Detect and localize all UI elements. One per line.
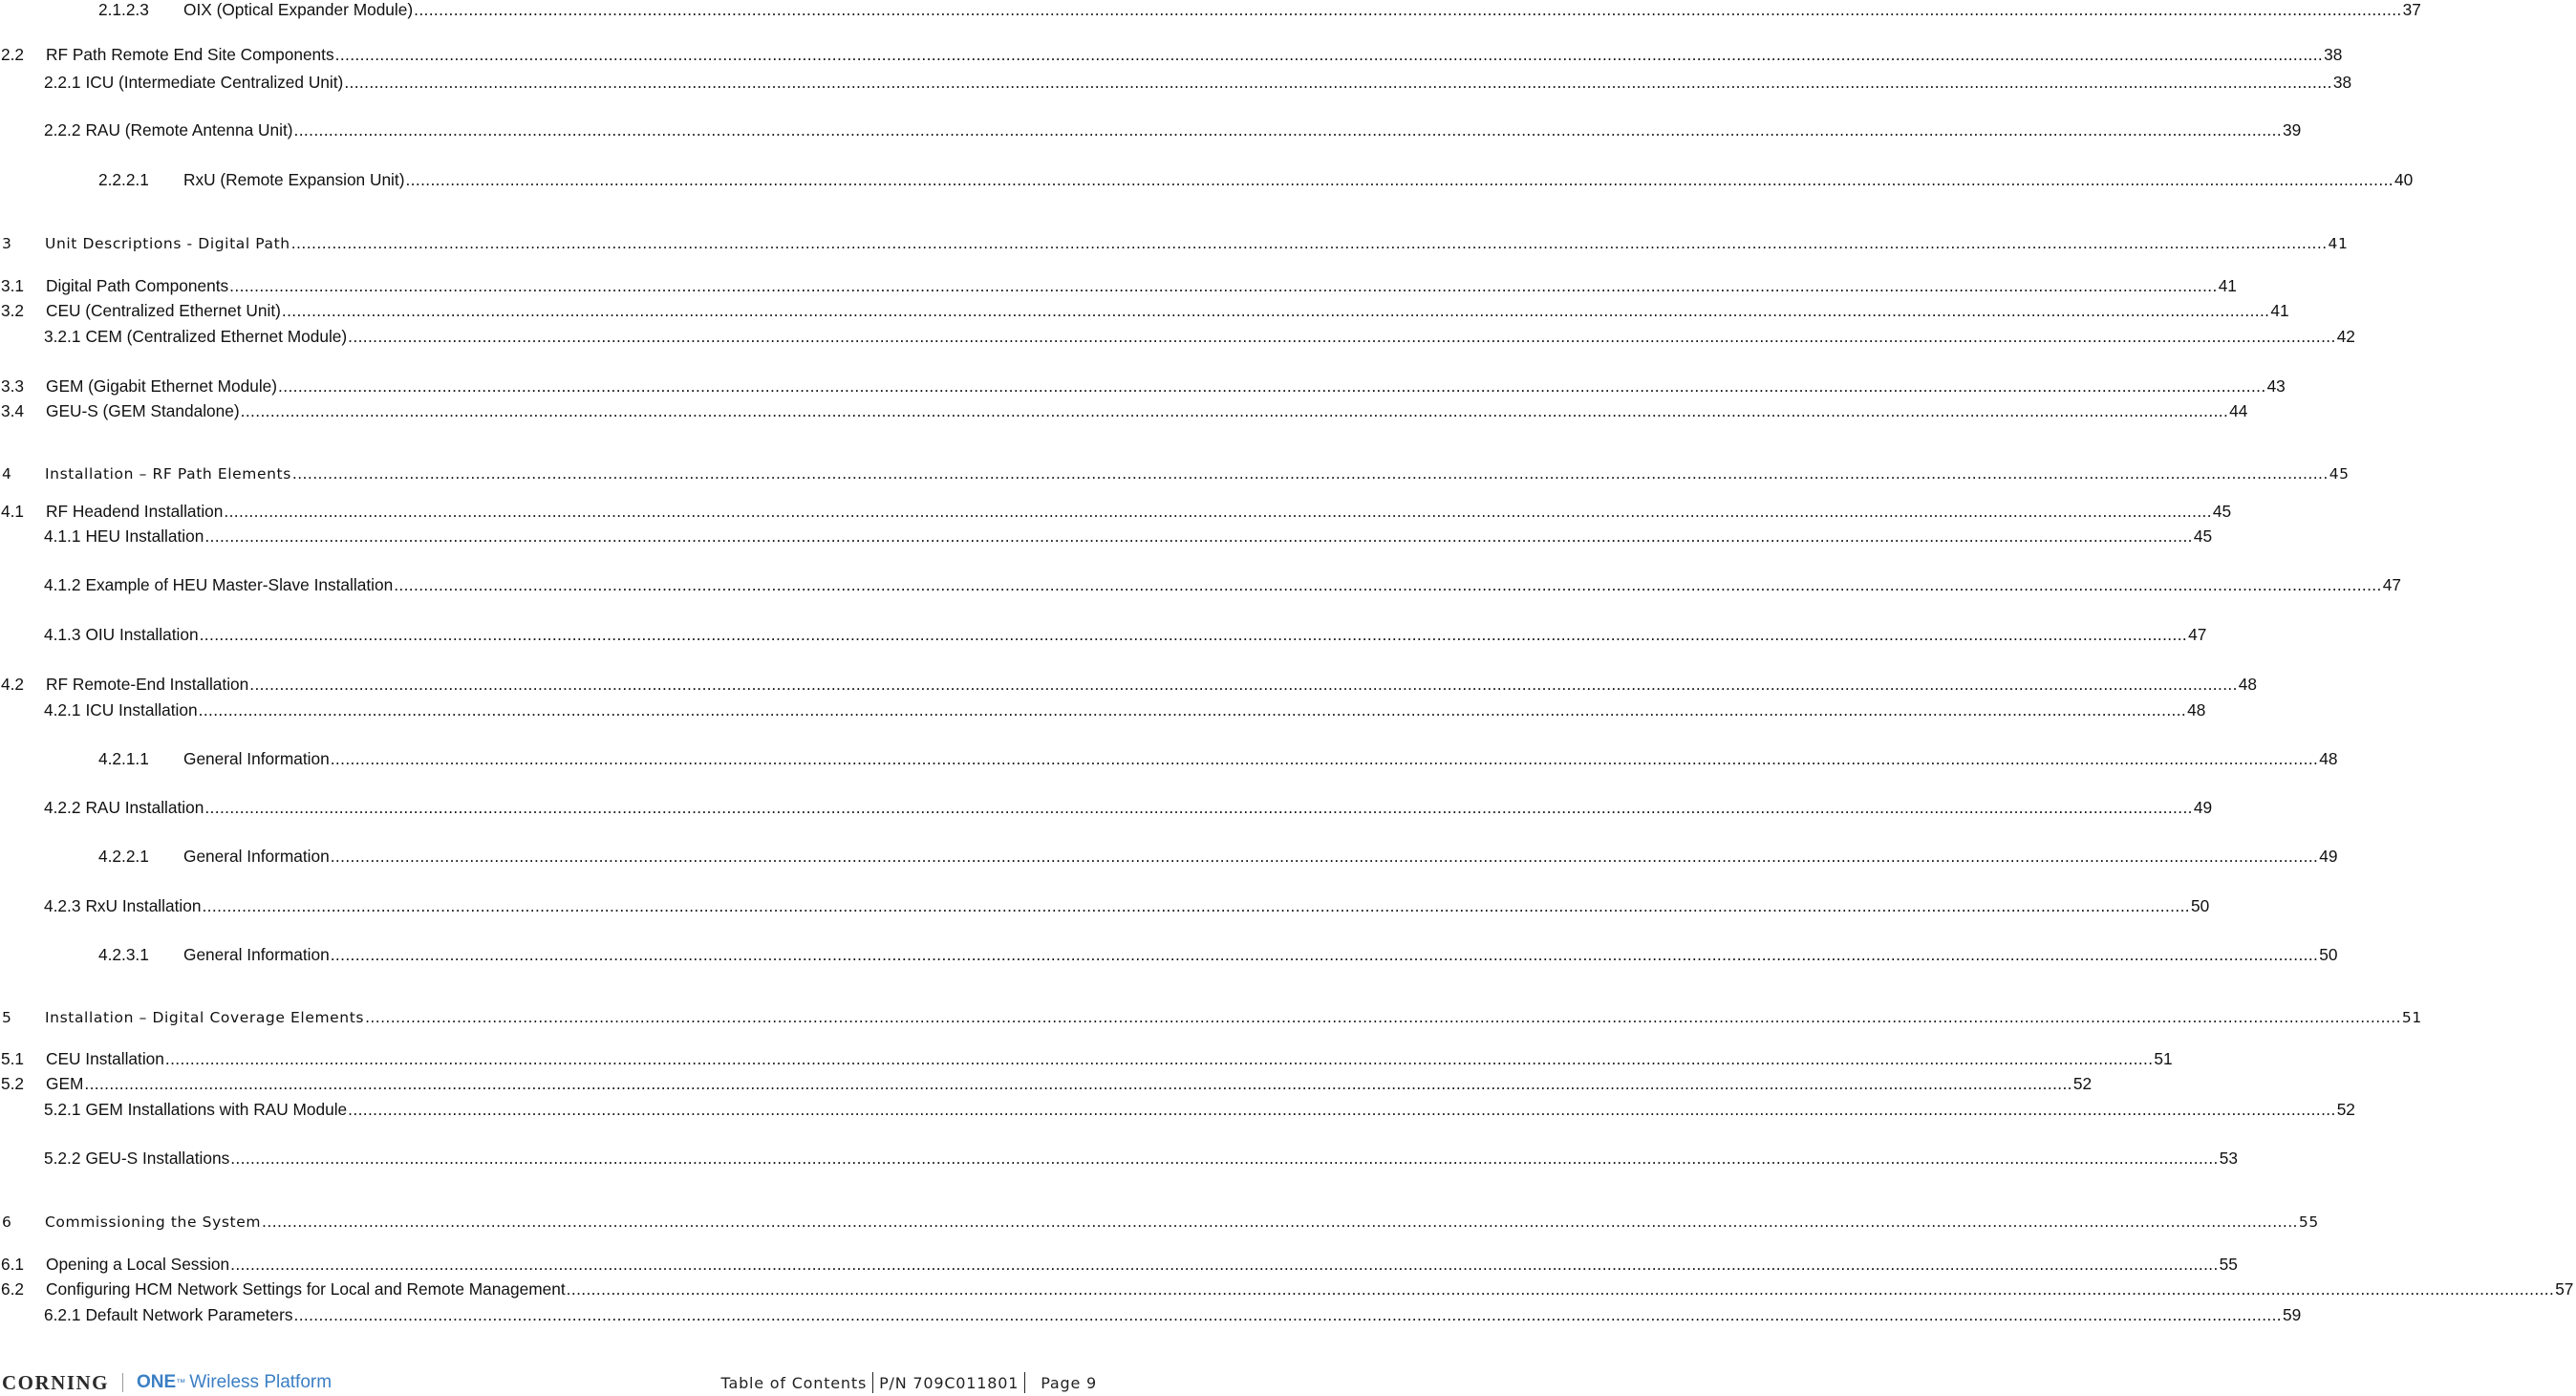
toc-dot-leader: ................................................................................................................................................................................................................................................................................................................................................................................................................: [204, 526, 2193, 546]
toc-entry-page: 38: [2324, 45, 2343, 64]
toc-entry-page: 47: [2188, 625, 2207, 644]
toc-dot-leader: ................................................................................................................................................................................................................................................................................................................................................................................................................: [293, 120, 2283, 140]
toc-entry-page: 51: [2154, 1049, 2173, 1068]
toc-entry-page: 48: [2319, 749, 2338, 768]
toc-dot-leader: ................................................................................................................................................................................................................................................................................................................................................................................................................: [230, 1255, 2219, 1274]
toc-entry[interactable]: [0, 1072, 2093, 1095]
toc-entry-page: 44: [2229, 401, 2248, 420]
toc-entry-number: 3: [2, 235, 12, 252]
toc-entry-title: RF Remote-End Installation: [46, 675, 249, 694]
toc-entry-page: 45: [2212, 502, 2232, 521]
toc-entry-page: 38: [2332, 73, 2352, 92]
toc-entry-title: CEU Installation: [46, 1049, 164, 1068]
toc-entry-page: 39: [2283, 120, 2302, 140]
toc-entry[interactable]: [0, 698, 2206, 721]
toc-dot-leader: ................................................................................................................................................................................................................................................................................................................................................................................................................: [278, 376, 2266, 396]
toc-entry-title: CEM (Centralized Ethernet Module): [85, 327, 348, 346]
toc-entry-number: 5: [2, 1009, 12, 1026]
toc-entry[interactable]: [0, 375, 2286, 397]
toc-entry-number: 6.2: [1, 1279, 25, 1299]
toc-entry-title: GEM: [46, 1074, 84, 1093]
toc-entry-number: 4.1.3: [44, 625, 81, 644]
toc-entry[interactable]: [0, 1006, 2422, 1029]
toc-dot-leader: ................................................................................................................................................................................................................................................................................................................................................................................................................: [348, 1100, 2336, 1119]
toc-entry-page: 50: [2190, 896, 2210, 915]
toc-entry-number: 6.2.1: [44, 1305, 81, 1324]
toc-entry-page: 43: [2266, 376, 2286, 396]
toc-entry-number: 6.1: [1, 1255, 25, 1274]
toc-entry[interactable]: [0, 325, 2355, 348]
toc-dot-leader: ................................................................................................................................................................................................................................................................................................................................................................................................................: [344, 73, 2332, 92]
toc-entry-title: General Information: [183, 945, 330, 964]
toc-entry-title: OIU Installation: [85, 625, 199, 644]
toc-dot-leader: ................................................................................................................................................................................................................................................................................................................................................................................................................: [394, 575, 2382, 594]
toc-entry[interactable]: [0, 673, 2258, 696]
toc-entry-title: RAU Installation: [85, 798, 204, 817]
toc-dot-leader: ................................................................................................................................................................................................................................................................................................................................................................................................................: [240, 401, 2229, 420]
toc-entry-title: Commissioning the System: [45, 1213, 262, 1231]
toc-entry-page: 41: [2270, 301, 2289, 320]
toc-dot-leader: ................................................................................................................................................................................................................................................................................................................................................................................................................: [224, 502, 2212, 521]
logo-trademark: ™: [176, 1377, 186, 1388]
toc-entry-page: 41: [2328, 235, 2349, 252]
toc-entry-title: OIX (Optical Expander Module): [183, 0, 414, 19]
toc-entry-page: 40: [2394, 170, 2414, 189]
logo-corning-text: CORNING: [2, 1370, 110, 1394]
toc-entry[interactable]: [0, 118, 2302, 141]
toc-entry[interactable]: [0, 1253, 2238, 1276]
toc-entry-number: 2.2.2.1: [98, 170, 149, 189]
toc-entry[interactable]: [0, 1278, 2574, 1300]
toc-entry[interactable]: [0, 168, 2414, 191]
toc-entry-page: 52: [2072, 1074, 2093, 1093]
toc-entry-number: 4.2.1.1: [98, 749, 149, 768]
toc-entry-title: Installation – Digital Coverage Elements: [45, 1009, 365, 1026]
toc-dot-leader: ................................................................................................................................................................................................................................................................................................................................................................................................................: [405, 170, 2394, 189]
toc-entry[interactable]: [0, 1047, 2173, 1070]
toc-entry-title: Default Network Parameters: [85, 1305, 293, 1324]
toc-entry-number: 3.2: [1, 301, 25, 320]
toc-entry-number: 4.2.2.1: [98, 847, 149, 866]
toc-entry-number: 4.2.1: [44, 700, 81, 719]
toc-entry[interactable]: [0, 462, 2350, 485]
toc-entry-number: 4.2.3: [44, 896, 81, 915]
toc-entry-page: 47: [2382, 575, 2401, 594]
toc-entry[interactable]: [0, 573, 2401, 596]
toc-dot-leader: ................................................................................................................................................................................................................................................................................................................................................................................................................: [281, 301, 2270, 320]
toc-entry-number: 2.2.2: [44, 120, 81, 140]
footer-part-number: P/N 709C011801: [879, 1373, 1020, 1392]
toc-dot-leader: ................................................................................................................................................................................................................................................................................................................................................................................................................: [204, 798, 2193, 817]
toc-entry-title: GEU-S (GEM Standalone): [46, 401, 240, 420]
toc-entry-number: 4.1.1: [44, 526, 81, 546]
toc-entry-number: 4.2.3.1: [98, 945, 149, 964]
toc-entry-title: Example of HEU Master-Slave Installation: [85, 575, 394, 594]
toc-entry-title: Opening a Local Session: [46, 1255, 230, 1274]
toc-entry-page: 52: [2336, 1100, 2355, 1119]
toc-dot-leader: ................................................................................................................................................................................................................................................................................................................................................................................................................: [249, 675, 2238, 694]
toc-dot-leader: ................................................................................................................................................................................................................................................................................................................................................................................................................: [293, 1305, 2283, 1324]
toc-dot-leader: ................................................................................................................................................................................................................................................................................................................................................................................................................: [202, 896, 2190, 915]
toc-entry-number: 3.2.1: [44, 327, 81, 346]
toc-entry[interactable]: [0, 525, 2213, 548]
toc-dot-leader: ................................................................................................................................................................................................................................................................................................................................................................................................................: [290, 235, 2328, 252]
toc-dot-leader: ................................................................................................................................................................................................................................................................................................................................................................................................................: [365, 1009, 2401, 1026]
toc-dot-leader: ................................................................................................................................................................................................................................................................................................................................................................................................................: [230, 1149, 2219, 1168]
toc-entry[interactable]: [0, 274, 2237, 297]
toc-entry-title: CEU (Centralized Ethernet Unit): [46, 301, 281, 320]
toc-entry-page: 41: [2218, 276, 2237, 295]
toc-entry-number: 3.3: [1, 376, 25, 396]
toc-entry-title: Digital Path Components: [46, 276, 229, 295]
logo-divider: [122, 1373, 123, 1392]
toc-dot-leader: ................................................................................................................................................................................................................................................................................................................................................................................................................: [348, 327, 2336, 346]
toc-dot-leader: ................................................................................................................................................................................................................................................................................................................................................................................................................: [291, 465, 2329, 483]
logo-one-text: ONE: [137, 1372, 177, 1392]
toc-dot-leader: ................................................................................................................................................................................................................................................................................................................................................................................................................: [334, 45, 2324, 64]
toc-entry[interactable]: [0, 399, 2248, 422]
toc-entry-title: General Information: [183, 847, 330, 866]
toc-entry-page: 49: [2193, 798, 2213, 817]
toc-entry-number: 4.2.2: [44, 798, 81, 817]
toc-entry-number: 4.2: [1, 675, 25, 694]
toc-entry[interactable]: [0, 299, 2289, 322]
toc-entry-page: 51: [2401, 1009, 2422, 1026]
toc-entry-page: 48: [2238, 675, 2258, 694]
toc-entry-title: HEU Installation: [85, 526, 204, 546]
toc-entry-page: 42: [2336, 327, 2355, 346]
toc-entry-number: 6: [2, 1213, 12, 1231]
toc-entry-page: 49: [2319, 847, 2338, 866]
toc-entry-number: 2.1.2.3: [98, 0, 149, 19]
toc-entry-title: RAU (Remote Antenna Unit): [85, 120, 293, 140]
corning-one-logo: [2, 1370, 332, 1395]
toc-entry[interactable]: [0, 500, 2232, 523]
toc-entry-number: 3.1: [1, 276, 25, 295]
logo-platform-text: Wireless Platform: [189, 1372, 333, 1392]
toc-entry-page: 57: [2555, 1279, 2574, 1299]
toc-entry-number: 2.2.1: [44, 73, 81, 92]
toc-entry-page: 50: [2319, 945, 2338, 964]
toc-entry[interactable]: [0, 43, 2343, 66]
toc-dot-leader: ................................................................................................................................................................................................................................................................................................................................................................................................................: [229, 276, 2218, 295]
toc-entry[interactable]: [0, 1211, 2319, 1234]
toc-entry-number: 4.1: [1, 502, 25, 521]
toc-entry-title: General Information: [183, 749, 330, 768]
toc-entry-number: 4.1.2: [44, 575, 81, 594]
toc-entry[interactable]: [0, 845, 2338, 868]
toc-entry-title: GEM Installations with RAU Module: [85, 1100, 348, 1119]
toc-entry[interactable]: [0, 1147, 2238, 1170]
page-footer: [0, 1363, 1100, 1395]
toc-dot-leader: ................................................................................................................................................................................................................................................................................................................................................................................................................: [198, 700, 2187, 719]
toc-entry-page: 45: [2329, 465, 2350, 483]
toc-entry[interactable]: [0, 71, 2352, 94]
toc-entry-page: 55: [2298, 1213, 2319, 1231]
toc-entry-page: 37: [2402, 0, 2421, 19]
toc-entry-number: 3.4: [1, 401, 25, 420]
footer-section-title: Table of Contents: [720, 1373, 868, 1392]
toc-entry-number: 4: [2, 465, 12, 483]
footer-divider: [1024, 1372, 1025, 1393]
toc-entry-number: 5.2.1: [44, 1100, 81, 1119]
toc-entry-title: Configuring HCM Network Settings for Local and Remote Management: [46, 1279, 566, 1299]
toc-entry[interactable]: [0, 894, 2210, 917]
toc-dot-leader: ................................................................................................................................................................................................................................................................................................................................................................................................................: [330, 945, 2319, 964]
toc-entry[interactable]: [0, 623, 2207, 646]
toc-entry-page: 45: [2193, 526, 2213, 546]
toc-entry-title: RF Path Remote End Site Components: [46, 45, 334, 64]
toc-entry[interactable]: [0, 943, 2338, 966]
toc-dot-leader: ................................................................................................................................................................................................................................................................................................................................................................................................................: [330, 749, 2319, 768]
toc-entry[interactable]: [0, 747, 2338, 770]
toc-entry-page: 59: [2283, 1305, 2302, 1324]
toc-entry-title: ICU (Intermediate Centralized Unit): [85, 73, 344, 92]
toc-dot-leader: ................................................................................................................................................................................................................................................................................................................................................................................................................: [84, 1074, 2072, 1093]
toc-dot-leader: ................................................................................................................................................................................................................................................................................................................................................................................................................: [199, 625, 2188, 644]
toc-entry[interactable]: [0, 0, 2421, 21]
toc-entry-page: 55: [2219, 1255, 2238, 1274]
toc-dot-leader: ................................................................................................................................................................................................................................................................................................................................................................................................................: [566, 1279, 2555, 1299]
footer-page-number: Page 9: [1041, 1373, 1097, 1392]
toc-entry-number: 5.1: [1, 1049, 25, 1068]
toc-dot-leader: ................................................................................................................................................................................................................................................................................................................................................................................................................: [262, 1213, 2298, 1231]
toc-entry-title: Installation – RF Path Elements: [45, 465, 291, 483]
toc-entry-title: RxU (Remote Expansion Unit): [183, 170, 405, 189]
toc-entry-title: Unit Descriptions - Digital Path: [45, 235, 290, 252]
toc-entry-title: GEM (Gigabit Ethernet Module): [46, 376, 278, 396]
toc-dot-leader: ................................................................................................................................................................................................................................................................................................................................................................................................................: [330, 847, 2319, 866]
toc-entry-number: 2.2: [1, 45, 25, 64]
toc-entry[interactable]: [0, 1303, 2302, 1326]
toc-dot-leader: ................................................................................................................................................................................................................................................................................................................................................................................................................: [414, 0, 2402, 19]
toc-entry-page: 53: [2219, 1149, 2238, 1168]
toc-entry-title: ICU Installation: [85, 700, 198, 719]
toc-entry[interactable]: [0, 1098, 2355, 1121]
toc-entry-title: RF Headend Installation: [46, 502, 224, 521]
toc-entry[interactable]: [0, 232, 2349, 255]
footer-info: [721, 1370, 1097, 1395]
toc-entry-page: 48: [2187, 700, 2206, 719]
toc-dot-leader: ................................................................................................................................................................................................................................................................................................................................................................................................................: [164, 1049, 2154, 1068]
toc-entry-number: 5.2.2: [44, 1149, 81, 1168]
toc-entry-title: RxU Installation: [85, 896, 202, 915]
footer-divider: [872, 1372, 873, 1393]
toc-entry[interactable]: [0, 796, 2213, 819]
toc-entry-number: 5.2: [1, 1074, 25, 1093]
toc-entry-title: GEU-S Installations: [85, 1149, 230, 1168]
